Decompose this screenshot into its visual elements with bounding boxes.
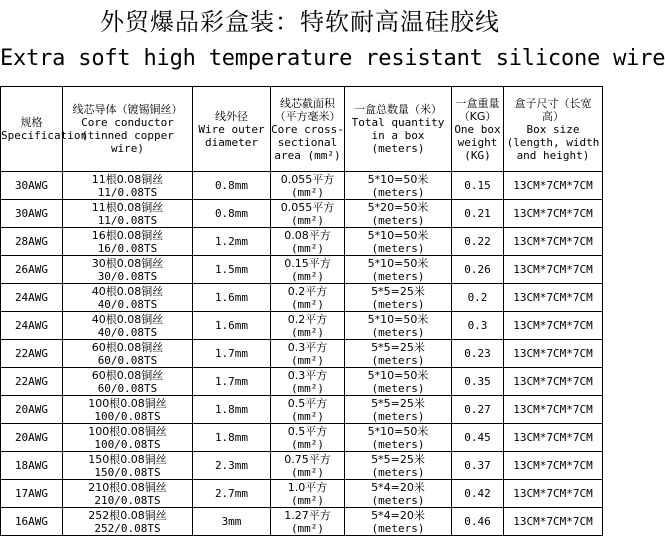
cell-box-size: 13CM*7CM*7CM (504, 284, 603, 312)
cell-spec: 20AWG (1, 396, 63, 424)
cell-core-conductor (63, 480, 193, 508)
cell-area (271, 452, 345, 480)
quantity-value: 5*10=50米 (367, 228, 429, 242)
cell-box-size: 13CM*7CM*7CM (504, 368, 603, 396)
table-row (1, 424, 603, 452)
area-value: 0.055平方 (280, 172, 335, 186)
quantity-value: 5*10=50米 (367, 424, 429, 438)
area-unit: (mm²) (290, 437, 325, 451)
cell-area (271, 284, 345, 312)
quantity-unit: (meters) (371, 213, 425, 227)
spec-table (0, 86, 603, 536)
core-en: 252/0.08TS (94, 521, 161, 535)
quantity-value: 5*5=25米 (371, 396, 425, 410)
cell-spec: 22AWG (1, 340, 63, 368)
quantity-value: 5*5=25米 (371, 452, 425, 466)
quantity-value: 5*10=50米 (367, 368, 429, 382)
area-unit: (mm²) (290, 409, 325, 423)
quantity-unit: (meters) (371, 521, 425, 535)
quantity-value: 5*10=50米 (367, 172, 429, 186)
quantity-unit: (meters) (371, 297, 425, 311)
quantity-value: 5*10=50米 (367, 312, 429, 326)
table-row (1, 340, 603, 368)
cell-core-conductor (63, 228, 193, 256)
area-value: 0.055平方 (280, 200, 335, 214)
cell-diameter: 2.3mm (193, 452, 271, 480)
cell-core-conductor (63, 368, 193, 396)
cell-box-size: 13CM*7CM*7CM (504, 480, 603, 508)
core-en: 30/0.08TS (97, 269, 158, 283)
cell-area (271, 424, 345, 452)
quantity-unit: (meters) (371, 409, 425, 423)
table-row (1, 368, 603, 396)
quantity-value: 5*5=25米 (371, 340, 425, 354)
quantity-value: 5*4=20米 (371, 480, 425, 494)
cell-box-size: 13CM*7CM*7CM (504, 172, 603, 200)
core-cn: 30根0.08铜丝 (91, 256, 164, 270)
cell-core-conductor (63, 424, 193, 452)
table-row (1, 480, 603, 508)
cell-diameter: 1.2mm (193, 228, 271, 256)
cell-spec: 22AWG (1, 368, 63, 396)
cell-box-size: 13CM*7CM*7CM (504, 396, 603, 424)
cell-core-conductor (63, 396, 193, 424)
cell-diameter: 1.5mm (193, 256, 271, 284)
cell-area (271, 312, 345, 340)
area-value: 0.2平方 (287, 312, 328, 326)
cell-weight: 0.15 (452, 172, 504, 200)
cell-quantity (345, 172, 452, 200)
cell-weight: 0.26 (452, 256, 504, 284)
cell-quantity (345, 256, 452, 284)
area-unit: (mm²) (290, 493, 325, 507)
core-cn: 40根0.08铜丝 (91, 312, 164, 326)
quantity-value: 5*4=20米 (371, 508, 425, 522)
cell-quantity (345, 452, 452, 480)
core-en: 11/0.08TS (97, 185, 158, 199)
table-body (1, 172, 603, 536)
core-en: 16/0.08TS (97, 241, 158, 255)
cell-diameter: 1.7mm (193, 340, 271, 368)
cell-core-conductor (63, 340, 193, 368)
area-value: 0.3平方 (287, 368, 328, 382)
core-en: 11/0.08TS (97, 213, 158, 227)
cell-core-conductor (63, 508, 193, 536)
cell-spec: 26AWG (1, 256, 63, 284)
cell-diameter: 1.8mm (193, 396, 271, 424)
area-unit: (mm²) (290, 185, 325, 199)
cell-quantity (345, 368, 452, 396)
quantity-unit: (meters) (371, 185, 425, 199)
cell-core-conductor (63, 256, 193, 284)
core-cn: 100根0.08铜丝 (88, 396, 167, 410)
cell-spec: 28AWG (1, 228, 63, 256)
area-value: 0.5平方 (287, 396, 328, 410)
quantity-unit: (meters) (371, 325, 425, 339)
header-cn: 盒子尺寸（长宽高） (514, 96, 592, 123)
core-en: 60/0.08TS (97, 381, 158, 395)
cell-diameter: 0.8mm (193, 200, 271, 228)
header-cross-section (271, 87, 345, 172)
core-cn: 16根0.08铜丝 (91, 228, 164, 242)
core-cn: 40根0.08铜丝 (91, 284, 164, 298)
cell-weight: 0.23 (452, 340, 504, 368)
cell-diameter: 3mm (193, 508, 271, 536)
core-cn: 11根0.08铜丝 (91, 200, 164, 214)
area-value: 0.2平方 (287, 284, 328, 298)
table-row (1, 312, 603, 340)
cell-weight: 0.35 (452, 368, 504, 396)
area-unit: (mm²) (290, 381, 325, 395)
header-en: Total quantity in a box (meters) (351, 116, 445, 155)
quantity-value: 5*10=50米 (367, 256, 429, 270)
header-core-conductor (63, 87, 193, 172)
cell-spec: 18AWG (1, 452, 63, 480)
header-cn: 线外径 (215, 109, 248, 123)
cell-area (271, 480, 345, 508)
core-cn: 11根0.08铜丝 (91, 172, 164, 186)
quantity-unit: (meters) (371, 269, 425, 283)
header-en: Core cross-sectional area (mm²) (271, 122, 344, 162)
header-total-quantity (345, 87, 452, 172)
header-en: Box size (length, width and height) (506, 122, 600, 162)
cell-box-size: 13CM*7CM*7CM (504, 228, 603, 256)
table-row (1, 200, 603, 228)
cell-quantity (345, 312, 452, 340)
cell-area (271, 228, 345, 256)
cell-box-size: 13CM*7CM*7CM (504, 340, 603, 368)
cell-diameter: 1.6mm (193, 312, 271, 340)
cell-quantity (345, 508, 452, 536)
header-cn: 一盒重量（KG） (455, 96, 500, 123)
cell-area (271, 396, 345, 424)
area-value: 0.08平方 (284, 228, 331, 242)
area-unit: (mm²) (290, 465, 325, 479)
cell-quantity (345, 396, 452, 424)
cell-core-conductor (63, 172, 193, 200)
cell-box-size: 13CM*7CM*7CM (504, 424, 603, 452)
cell-diameter: 1.7mm (193, 368, 271, 396)
cell-box-size: 13CM*7CM*7CM (504, 256, 603, 284)
cell-weight: 0.22 (452, 228, 504, 256)
header-cn: 一盒总数量（米） (354, 103, 442, 116)
core-en: 40/0.08TS (97, 297, 158, 311)
cell-diameter: 1.8mm (193, 424, 271, 452)
cell-spec: 17AWG (1, 480, 63, 508)
table-row (1, 228, 603, 256)
core-en: 40/0.08TS (97, 325, 158, 339)
cell-box-size: 13CM*7CM*7CM (504, 200, 603, 228)
table-row (1, 396, 603, 424)
table-row (1, 284, 603, 312)
cell-core-conductor (63, 200, 193, 228)
header-outer-diameter (193, 87, 271, 172)
quantity-unit: (meters) (371, 381, 425, 395)
cell-weight: 0.27 (452, 396, 504, 424)
core-en: 210/0.08TS (94, 493, 161, 507)
cell-spec: 24AWG (1, 312, 63, 340)
area-unit: (mm²) (290, 353, 325, 367)
cell-quantity (345, 480, 452, 508)
area-value: 0.5平方 (287, 424, 328, 438)
area-value: 1.27平方 (284, 508, 331, 522)
cell-area (271, 340, 345, 368)
cell-diameter: 0.8mm (193, 172, 271, 200)
header-cn: 规格 (20, 116, 43, 129)
cell-area (271, 256, 345, 284)
header-box-size (504, 87, 603, 172)
core-cn: 100根0.08铜丝 (88, 424, 167, 438)
header-specification (1, 87, 88, 172)
area-unit: (mm²) (290, 213, 325, 227)
cell-weight: 0.21 (452, 200, 504, 228)
core-en: 100/0.08TS (94, 437, 161, 451)
cell-weight: 0.45 (452, 424, 504, 452)
table-row (1, 172, 603, 200)
cell-core-conductor (63, 452, 193, 480)
cell-diameter: 2.7mm (193, 480, 271, 508)
area-unit: (mm²) (290, 325, 325, 339)
cell-spec: 24AWG (1, 284, 63, 312)
cell-spec: 30AWG (1, 200, 63, 228)
table-row (1, 508, 603, 536)
quantity-value: 5*5=25米 (371, 284, 425, 298)
area-unit: (mm²) (290, 297, 325, 311)
cell-area (271, 200, 345, 228)
core-en: 150/0.08TS (94, 465, 161, 479)
header-cn: 线芯导体（镀锡铜丝） (72, 103, 183, 116)
header-en: One box weight (KG) (454, 122, 501, 162)
quantity-value: 5*20=50米 (367, 200, 429, 214)
header-en: Specification (1, 129, 88, 142)
cell-spec: 30AWG (1, 172, 63, 200)
cell-quantity (345, 228, 452, 256)
cell-quantity (345, 424, 452, 452)
core-cn: 60根0.08铜丝 (91, 368, 164, 382)
area-value: 0.75平方 (284, 452, 331, 466)
cell-box-size: 13CM*7CM*7CM (504, 452, 603, 480)
title-chinese: 外贸爆品彩盒装：特软耐高温硅胶线 (100, 8, 500, 36)
cell-diameter: 1.6mm (193, 284, 271, 312)
cell-quantity (345, 284, 452, 312)
quantity-unit: (meters) (371, 465, 425, 479)
cell-area (271, 172, 345, 200)
quantity-unit: (meters) (371, 241, 425, 255)
header-cn: 线芯截面积（平方毫米） (274, 96, 341, 123)
area-unit: (mm²) (290, 521, 325, 535)
cell-box-size: 13CM*7CM*7CM (504, 312, 603, 340)
cell-area (271, 508, 345, 536)
header-row (1, 87, 603, 172)
area-value: 1.0平方 (287, 480, 328, 494)
cell-weight: 0.46 (452, 508, 504, 536)
header-en: Wire outer diameter (198, 122, 265, 149)
cell-box-size: 13CM*7CM*7CM (504, 508, 603, 536)
core-en: 100/0.08TS (94, 409, 161, 423)
cell-weight: 0.2 (452, 284, 504, 312)
cell-core-conductor (63, 312, 193, 340)
quantity-unit: (meters) (371, 353, 425, 367)
cell-weight: 0.37 (452, 452, 504, 480)
area-unit: (mm²) (290, 241, 325, 255)
cell-quantity (345, 340, 452, 368)
core-cn: 252根0.08铜丝 (88, 508, 167, 522)
cell-quantity (345, 200, 452, 228)
title-english: Extra soft high temperature resistant silicone wire (0, 46, 665, 71)
quantity-unit: (meters) (371, 437, 425, 451)
quantity-unit: (meters) (371, 493, 425, 507)
header-en: Core conductor (tinned copper wire) (81, 116, 174, 155)
cell-area (271, 368, 345, 396)
header-box-weight (452, 87, 504, 172)
core-en: 60/0.08TS (97, 353, 158, 367)
cell-core-conductor (63, 284, 193, 312)
cell-spec: 16AWG (1, 508, 63, 536)
table-row (1, 452, 603, 480)
area-value: 0.3平方 (287, 340, 328, 354)
area-value: 0.15平方 (284, 256, 331, 270)
table-row (1, 256, 603, 284)
area-unit: (mm²) (290, 269, 325, 283)
core-cn: 60根0.08铜丝 (91, 340, 164, 354)
cell-weight: 0.42 (452, 480, 504, 508)
core-cn: 150根0.08铜丝 (88, 452, 167, 466)
core-cn: 210根0.08铜丝 (88, 480, 167, 494)
cell-weight: 0.3 (452, 312, 504, 340)
cell-spec: 20AWG (1, 424, 63, 452)
